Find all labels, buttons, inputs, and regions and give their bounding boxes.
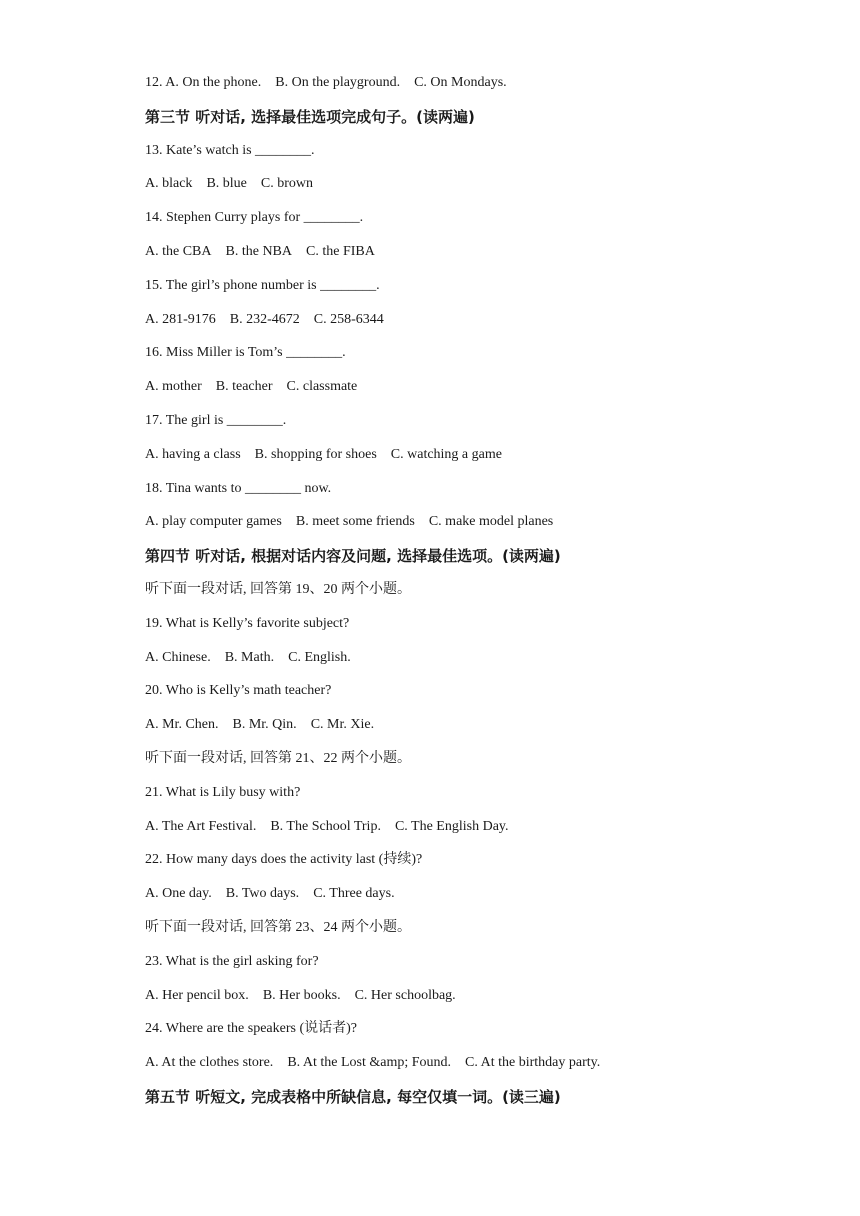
answer-options [145,513,553,531]
answer-option: C. make model planes [428,514,554,529]
answer-option: 12. A. On the phone. [145,75,262,90]
answer-option: C. the FIBA [306,244,375,259]
answer-option: C. Her schoolbag. [354,988,456,1003]
answer-option: B. On the playground. [275,75,401,90]
answer-option: B. teacher [215,379,273,394]
section-heading: 第三节 听对话, 选择最佳选项完成句子。(读两遍) [145,108,475,126]
answer-options [145,818,509,836]
answer-option: B. Math. [224,650,275,665]
answer-option: A. Mr. Chen. [145,717,219,732]
answer-option: B. Two days. [225,886,300,901]
answer-option: A. At the clothes store. [145,1055,274,1070]
question-text: 22. How many days does the activity last (持续)? [145,852,423,867]
answer-option: A. having a class [145,447,241,462]
answer-option: C. English. [288,650,351,665]
answer-option: C. At the birthday party. [465,1055,601,1070]
answer-option: A. Her pencil box. [145,988,249,1003]
answer-options [145,649,351,667]
answer-options [145,987,456,1005]
answer-option: A. black [145,176,193,191]
answer-options [145,378,357,396]
answer-option: C. 258-6344 [313,312,384,327]
answer-options [145,243,375,261]
question-text: 13. Kate’s watch is ________. [145,143,315,158]
question-text: 听下面一段对话, 回答第 19、20 两个小题。 [145,582,411,597]
question-text: 14. Stephen Curry plays for ________. [145,210,364,225]
question-text: 19. What is Kelly’s favorite subject? [145,616,350,631]
question-text: 17. The girl is ________. [145,413,287,428]
question-text: 18. Tina wants to ________ now. [145,481,332,496]
answer-option: B. The School Trip. [270,819,381,834]
answer-option: C. The English Day. [394,819,509,834]
answer-option: A. 281-9176 [145,312,216,327]
question-text: 15. The girl’s phone number is ________. [145,278,380,293]
answer-option: A. mother [145,379,202,394]
answer-option: B. At the Lost &amp; Found. [287,1055,452,1070]
answer-option: B. meet some friends [295,514,415,529]
question-text: 听下面一段对话, 回答第 23、24 两个小题。 [145,920,411,935]
answer-option: B. blue [206,176,247,191]
answer-option: B. shopping for shoes [254,447,377,462]
answer-option: B. 232-4672 [229,312,300,327]
answer-option: B. the NBA [225,244,292,259]
question-text: 16. Miss Miller is Tom’s ________. [145,345,346,360]
answer-options [145,885,395,903]
answer-option: A. One day. [145,886,212,901]
answer-option: B. Mr. Qin. [232,717,297,732]
question-text: 20. Who is Kelly’s math teacher? [145,683,332,698]
answer-option: A. Chinese. [145,650,211,665]
answer-options [145,175,313,193]
answer-option: C. On Mondays. [414,75,507,90]
answer-option: C. classmate [286,379,358,394]
answer-options [145,74,507,92]
answer-option: B. Her books. [262,988,341,1003]
section-heading: 第四节 听对话, 根据对话内容及问题, 选择最佳选项。(读两遍) [145,547,561,565]
answer-options [145,716,374,734]
answer-options [145,446,502,464]
answer-option: A. the CBA [145,244,212,259]
answer-options [145,311,384,329]
answer-option: C. Three days. [313,886,395,901]
question-text: 24. Where are the speakers (说话者)? [145,1021,357,1036]
answer-option: C. Mr. Xie. [310,717,375,732]
answer-options [145,1054,600,1072]
answer-option: A. play computer games [145,514,282,529]
answer-option: C. watching a game [390,447,502,462]
question-text: 21. What is Lily busy with? [145,785,301,800]
question-text: 听下面一段对话, 回答第 21、22 两个小题。 [145,751,411,766]
answer-option: C. brown [260,176,314,191]
answer-option: A. The Art Festival. [145,819,257,834]
question-text: 23. What is the girl asking for? [145,954,319,969]
section-heading: 第五节 听短文, 完成表格中所缺信息, 每空仅填一词。(读三遍) [145,1088,561,1106]
